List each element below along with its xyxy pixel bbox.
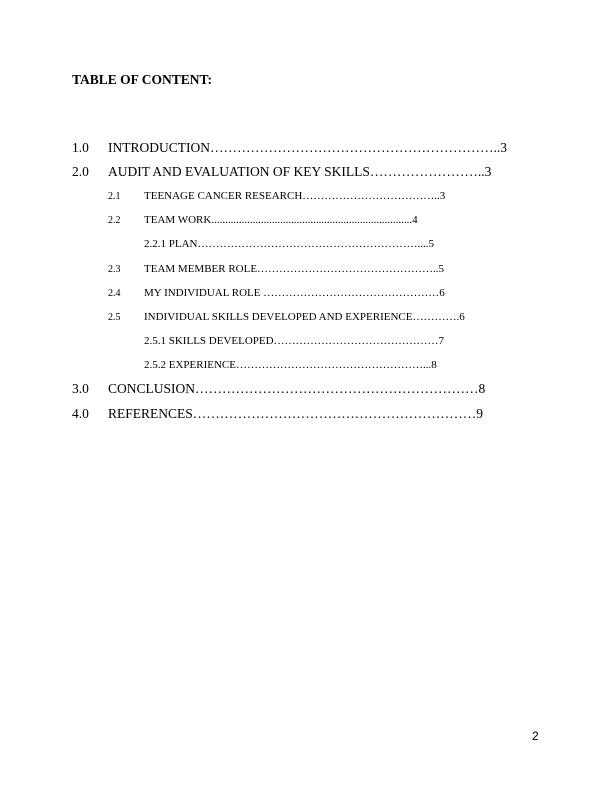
toc-entry-teenage-cancer-research[interactable]: [108, 190, 445, 202]
toc-entry-text: REFERENCES………………………………………………………9: [108, 406, 484, 421]
toc-entry-text: 2.5.2 EXPERIENCE……………………………………………...8: [144, 359, 437, 371]
toc-entry-introduction[interactable]: [72, 140, 507, 156]
page-number: 2: [532, 729, 539, 743]
toc-entry-text: 2.5.1 SKILLS DEVELOPED………………………………………7: [144, 335, 445, 347]
toc-entry-text: INDIVIDUAL SKILLS DEVELOPED AND EXPERIENCE………….6: [144, 311, 465, 323]
toc-entry-text: MY INDIVIDUAL ROLE …………………………………………6: [144, 287, 445, 299]
toc-entry-text: CONCLUSION………………………………………………………8: [108, 381, 486, 396]
toc-entry-plan[interactable]: [144, 238, 434, 250]
toc-entry-number: 2.5: [108, 312, 121, 323]
toc-entry-text: TEENAGE CANCER RESEARCH………………………………..3: [144, 190, 446, 202]
toc-entry-text: TEAM MEMBER ROLE…………………………………………..5: [144, 263, 445, 275]
toc-entry-skills-developed[interactable]: [144, 335, 444, 347]
toc-entry-team-member-role[interactable]: [108, 263, 444, 275]
toc-entry-number: 2.2: [108, 215, 121, 226]
toc-entry-text: INTRODUCTION………………………………………………………..3: [108, 140, 507, 155]
toc-entry-experience[interactable]: [144, 359, 437, 371]
toc-entry-number: 3.0: [72, 381, 89, 396]
toc-entry-number: 2.0: [72, 164, 89, 179]
toc-entry-number: 4.0: [72, 406, 89, 421]
toc-entry-number: 1.0: [72, 140, 89, 155]
toc-entry-text: 2.2.1 PLAN……………………………………………………....5: [144, 238, 434, 250]
toc-entry-text: AUDIT AND EVALUATION OF KEY SKILLS……………………..3: [108, 164, 492, 179]
toc-entry-individual-skills[interactable]: [108, 311, 465, 323]
toc-entry-conclusion[interactable]: [72, 381, 485, 397]
toc-heading: TABLE OF CONTENT:: [72, 72, 213, 87]
toc-entry-team-work[interactable]: [108, 214, 418, 226]
toc-entry-audit[interactable]: [72, 164, 491, 180]
toc-entry-text: TEAM WORK.........................................................................4: [144, 214, 418, 226]
toc-entry-references[interactable]: [72, 406, 483, 422]
toc-entry-number: 2.1: [108, 191, 121, 202]
toc-entry-number: 2.4: [108, 288, 121, 299]
toc-entry-number: 2.3: [108, 264, 121, 275]
toc-entry-my-individual-role[interactable]: [108, 287, 445, 299]
